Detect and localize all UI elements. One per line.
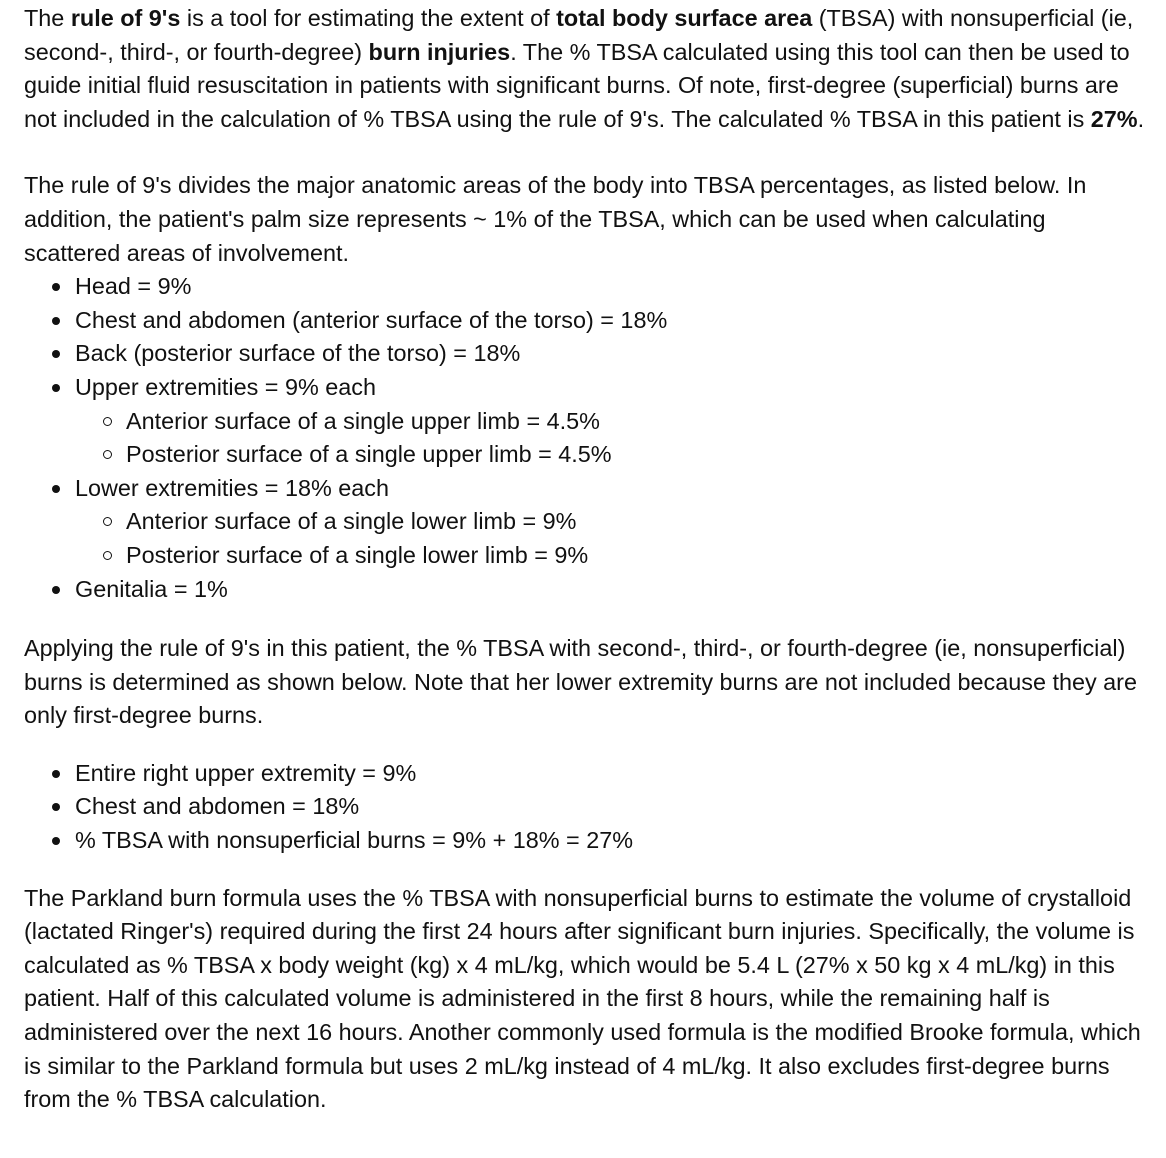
rule-description-paragraph: The rule of 9's divides the major anatomic areas of the body into TBSA percentages, as listed below. In addition, the patient's palm size represents ~ 1% of the TBSA, which can be used when calculating scattered areas of involvement. [24, 172, 1087, 266]
list-item-chest: Chest and abdomen (anterior surface of the torso) = 18% [24, 304, 1148, 338]
hollow-bullet-icon [103, 551, 112, 560]
bullet-icon [52, 770, 60, 778]
bullet-icon [52, 317, 60, 325]
parkland-formula-paragraph: The Parkland burn formula uses the % TBSA with nonsuperficial burns to estimate the volume of crystalloid (lactated Ringer's) required during the first 24 hours after significant burn injuries. Specifically, the volume is calculated as % TBSA x body weight (kg) x 4 mL/kg, which would be 5.4 L (27% x 50 kg x 4 mL/kg) in this patient. Half of this calculated volume is administered in the first 8 hours, while the remaining half is administered over the next 16 hours. Another commonly used formula is the modified Brooke formula, which is similar to the Parkland formula but uses 2 mL/kg instead of 4 mL/kg. It also excludes first-degree burns from the % TBSA calculation. [24, 884, 1141, 1113]
list-item-genitalia: Genitalia = 1% [24, 573, 1148, 607]
calc-item-right-upper-extremity: Entire right upper extremity = 9% [24, 757, 1148, 791]
calc-item-chest-abdomen: Chest and abdomen = 18% [24, 790, 1148, 824]
bullet-icon [52, 350, 60, 358]
bullet-icon [52, 803, 60, 811]
intro-paragraph: The rule of 9's is a tool for estimating the extent of total body surface area (TBSA) with nonsuperficial (ie, second-, third-, or fourth-degree) burn injuries. The % TBSA calculated using this tool can then be used to guide initial fluid resuscitation in patients with significant burns. Of note, first-degree (superficial) burns are not included in the calculation of % TBSA using the rule of 9's. The calculated % TBSA in this patient is 27%. [24, 5, 1145, 132]
hollow-bullet-icon [103, 417, 112, 426]
calculation-list [24, 757, 1148, 858]
sublist-item-upper-posterior: Posterior surface of a single upper limb = 4.5% [24, 438, 1148, 472]
calculated-tbsa-value: 27% [1090, 105, 1138, 132]
term-rule-of-nines: rule of 9's [70, 5, 181, 31]
bullet-icon [52, 837, 60, 845]
sublist-item-lower-posterior: Posterior surface of a single lower limb = 9% [24, 539, 1148, 573]
bullet-icon [52, 485, 60, 493]
list-item-lower-extremities: Lower extremities = 18% each [24, 472, 1148, 506]
anatomic-area-list [24, 270, 1148, 606]
bullet-icon [52, 283, 60, 291]
sublist-item-lower-anterior: Anterior surface of a single lower limb = 9% [24, 505, 1148, 539]
list-item-upper-extremities: Upper extremities = 9% each [24, 371, 1148, 405]
hollow-bullet-icon [103, 517, 112, 526]
list-item-back: Back (posterior surface of the torso) = 18% [24, 337, 1148, 371]
sublist-item-upper-anterior: Anterior surface of a single upper limb = 4.5% [24, 405, 1148, 439]
calc-item-total: % TBSA with nonsuperficial burns = 9% + 18% = 27% [24, 824, 1148, 858]
application-paragraph: Applying the rule of 9's in this patient, the % TBSA with second-, third-, or fourth-degree (ie, nonsuperficial) burns is determined as shown below. Note that her lower extremity burns are not included because they are only first-degree burns. [24, 635, 1137, 729]
list-item-head: Head = 9% [24, 270, 1148, 304]
hollow-bullet-icon [103, 450, 112, 459]
bullet-icon [52, 586, 60, 594]
term-burn-injuries: burn injuries [368, 38, 511, 65]
term-total-body-surface-area: total body surface area [556, 5, 813, 31]
bullet-icon [52, 384, 60, 392]
